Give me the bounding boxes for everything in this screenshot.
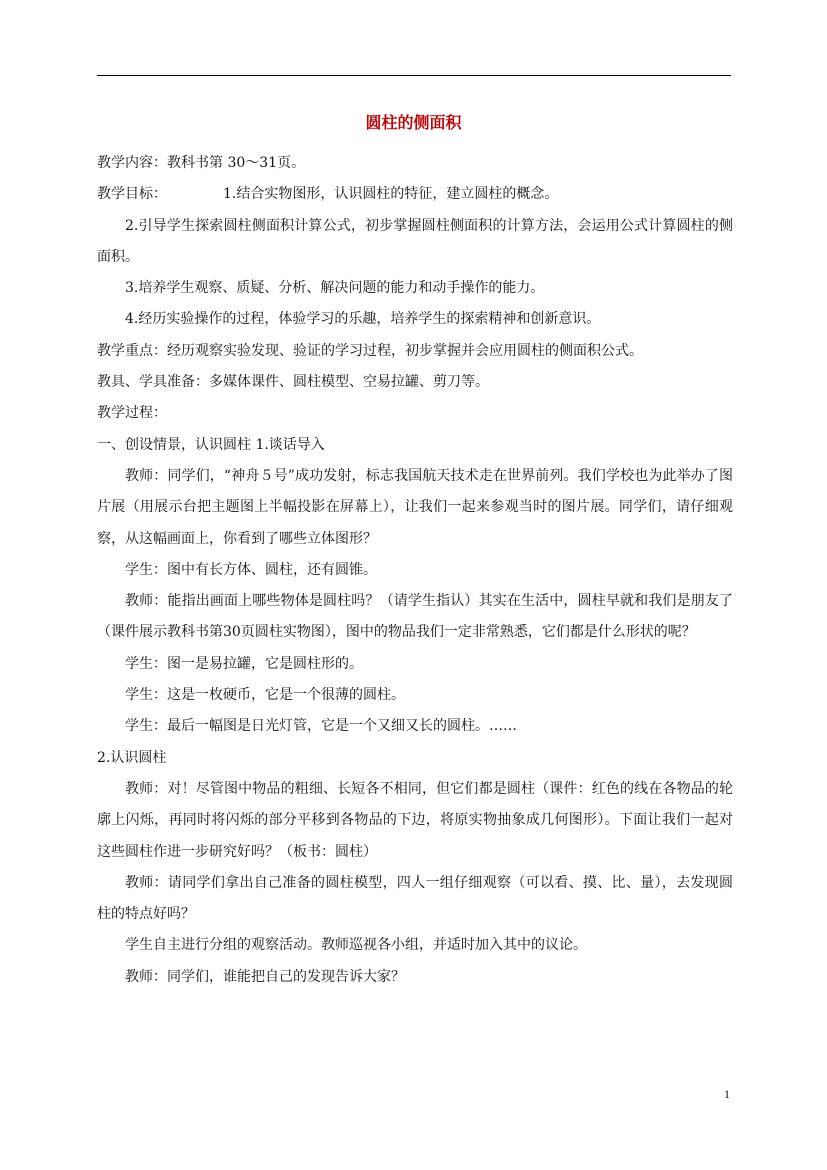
goal-1: 1.结合实物图形，认识圆柱的特征，建立圆柱的概念。	[223, 186, 559, 203]
paragraph: 学生：这是一枚硬币，它是一个很薄的圆柱。	[125, 687, 405, 704]
goal-4: 4.经历实验操作的过程，体验学习的乐趣，培养学生的探索精神和创新意识。	[125, 311, 601, 328]
goals-line	[97, 179, 733, 210]
section-heading-1: 一、创设情景，认识圆柱 1.谈话导入	[97, 436, 325, 453]
goals-label: 教学目标：	[97, 186, 167, 203]
process-label: 教学过程：	[97, 405, 167, 422]
key-points: 教学重点：经历观察实验发现、验证的学习过程，初步掌握并会应用圆柱的侧面积公式。	[97, 342, 643, 359]
goal-2: 2.引导学生探索圆柱侧面积计算公式，初步掌握圆柱侧面积的计算方法，会运用公式计算圆柱的侧面积。	[97, 217, 733, 265]
materials: 教具、学具准备：多媒体课件、圆柱模型、空易拉罐、剪刀等。	[97, 374, 489, 391]
paragraph: 学生：图一是易拉罐，它是圆柱形的。	[125, 655, 363, 672]
paragraph: 学生自主进行分组的观察活动。教师巡视各小组，并适时加入其中的议论。	[125, 937, 587, 954]
paragraph: 学生：图中有长方体、圆柱，还有圆锥。	[125, 561, 377, 578]
section-heading-2: 2.认识圆柱	[97, 749, 167, 766]
document-body	[97, 148, 733, 993]
goal-3: 3.培养学生观察、质疑、分析、解决问题的能力和动手操作的能力。	[125, 280, 545, 297]
header-rule	[97, 75, 731, 76]
paragraph: 教师：能指出画面上哪些物体是圆柱吗？（请学生指认）其实在生活中，圆柱早就和我们是朋友了（课件展示教科书第30页圆柱实物图），图中的物品我们一定非常熟悉，它们都是什么形状的呢？	[97, 593, 733, 641]
paragraph: 教师：同学们，“神舟５号”成功发射，标志我国航天技术走在世界前列。我们学校也为此举办了图片展（用展示台把主题图上半幅投影在屏幕上），让我们一起来参观当时的图片展。同学们，请仔细观察，从这幅画面上，你看到了哪些立体图形？	[97, 467, 733, 547]
paragraph: 学生：最后一幅图是日光灯管，它是一个又细又长的圆柱。……	[125, 718, 517, 735]
paragraph: 教师：同学们，谁能把自己的发现告诉大家？	[125, 968, 405, 985]
document-title: 圆柱的侧面积	[365, 113, 462, 132]
paragraph: 教师：对！尽管图中物品的粗细、长短各不相同，但它们都是圆柱（课件：红色的线在各物品的轮廓上闪烁，再同时将闪烁的部分平移到各物品的下边，将原实物抽象成几何图形）。下面让我们一起对这些圆柱作进一步研究好吗？（板书：圆柱）	[97, 780, 733, 860]
page-number: 1	[724, 1087, 730, 1101]
paragraph: 教师：请同学们拿出自己准备的圆柱模型，四人一组仔细观察（可以看、摸、比、量），去发现圆柱的特点好吗？	[97, 874, 733, 923]
teaching-content: 教学内容：教科书第 30～31页。	[97, 155, 306, 171]
